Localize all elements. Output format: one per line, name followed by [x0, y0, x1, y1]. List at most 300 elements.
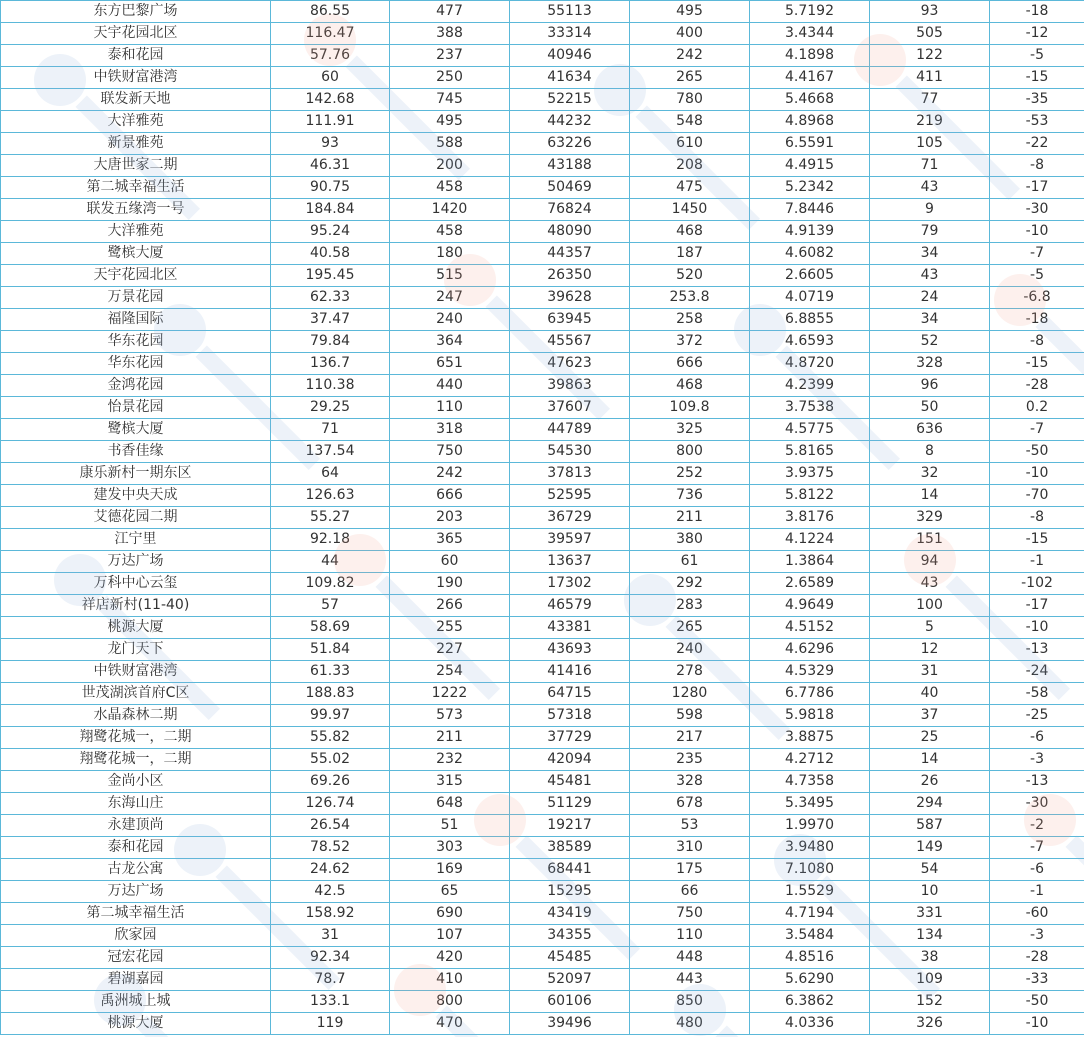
change-cell: -15 [990, 353, 1084, 375]
total-price-cell: 190 [390, 573, 510, 595]
count-cell: 43 [870, 265, 990, 287]
ratio-cell: 4.2399 [750, 375, 870, 397]
list-price-cell: 109.8 [630, 397, 750, 419]
change-cell: -7 [990, 243, 1084, 265]
area-cell: 188.83 [271, 683, 390, 705]
table-row [1, 463, 1084, 485]
ratio-cell: 4.7194 [750, 903, 870, 925]
ratio-cell: 4.6593 [750, 331, 870, 353]
ratio-cell: 4.9139 [750, 221, 870, 243]
ratio-cell: 3.8176 [750, 507, 870, 529]
ratio-cell: 1.9970 [750, 815, 870, 837]
area-cell: 110.38 [271, 375, 390, 397]
area-cell: 195.45 [271, 265, 390, 287]
ratio-cell: 4.6082 [750, 243, 870, 265]
ratio-cell: 3.4344 [750, 23, 870, 45]
change-cell: -24 [990, 661, 1084, 683]
total-price-cell: 750 [390, 441, 510, 463]
table-row [1, 815, 1084, 837]
total-price-cell: 211 [390, 727, 510, 749]
change-cell: -18 [990, 309, 1084, 331]
table-row [1, 67, 1084, 89]
community-name-cell: 新景雅苑 [1, 133, 271, 155]
unit-price-cell: 44232 [510, 111, 630, 133]
unit-price-cell: 76824 [510, 199, 630, 221]
area-cell: 119 [271, 1013, 390, 1035]
list-price-cell: 253.8 [630, 287, 750, 309]
table-row [1, 1, 1084, 23]
unit-price-cell: 63226 [510, 133, 630, 155]
ratio-cell: 3.9480 [750, 837, 870, 859]
total-price-cell: 690 [390, 903, 510, 925]
table-row [1, 23, 1084, 45]
area-cell: 137.54 [271, 441, 390, 463]
change-cell: -7 [990, 419, 1084, 441]
table-row [1, 551, 1084, 573]
ratio-cell: 4.8720 [750, 353, 870, 375]
total-price-cell: 107 [390, 925, 510, 947]
change-cell: -2 [990, 815, 1084, 837]
area-cell: 184.84 [271, 199, 390, 221]
list-price-cell: 235 [630, 749, 750, 771]
total-price-cell: 250 [390, 67, 510, 89]
total-price-cell: 470 [390, 1013, 510, 1035]
community-name-cell: 建发中央天成 [1, 485, 271, 507]
community-name-cell: 冠宏花园 [1, 947, 271, 969]
community-name-cell: 万达广场 [1, 881, 271, 903]
count-cell: 8 [870, 441, 990, 463]
change-cell: -10 [990, 617, 1084, 639]
unit-price-cell: 43693 [510, 639, 630, 661]
count-cell: 14 [870, 749, 990, 771]
community-name-cell: 万科中心云玺 [1, 573, 271, 595]
table-row [1, 529, 1084, 551]
table-row [1, 925, 1084, 947]
area-cell: 133.1 [271, 991, 390, 1013]
ratio-cell: 6.5591 [750, 133, 870, 155]
count-cell: 24 [870, 287, 990, 309]
community-name-cell: 金鸿花园 [1, 375, 271, 397]
ratio-cell: 2.6605 [750, 265, 870, 287]
change-cell: -15 [990, 67, 1084, 89]
change-cell: -8 [990, 507, 1084, 529]
count-cell: 109 [870, 969, 990, 991]
community-name-cell: 鹭槟大厦 [1, 243, 271, 265]
ratio-cell: 1.3864 [750, 551, 870, 573]
total-price-cell: 227 [390, 639, 510, 661]
list-price-cell: 325 [630, 419, 750, 441]
table-row [1, 595, 1084, 617]
change-cell: -18 [990, 1, 1084, 23]
count-cell: 43 [870, 573, 990, 595]
community-name-cell: 大洋雅苑 [1, 221, 271, 243]
community-name-cell: 大洋雅苑 [1, 111, 271, 133]
unit-price-cell: 57318 [510, 705, 630, 727]
table-row [1, 133, 1084, 155]
list-price-cell: 110 [630, 925, 750, 947]
area-cell: 111.91 [271, 111, 390, 133]
area-cell: 57.76 [271, 45, 390, 67]
community-name-cell: 大唐世家二期 [1, 155, 271, 177]
unit-price-cell: 37729 [510, 727, 630, 749]
count-cell: 54 [870, 859, 990, 881]
count-cell: 25 [870, 727, 990, 749]
table-row [1, 89, 1084, 111]
change-cell: -12 [990, 23, 1084, 45]
count-cell: 38 [870, 947, 990, 969]
list-price-cell: 265 [630, 617, 750, 639]
ratio-cell: 6.3862 [750, 991, 870, 1013]
community-name-cell: 欣家园 [1, 925, 271, 947]
ratio-cell: 5.3495 [750, 793, 870, 815]
list-price-cell: 66 [630, 881, 750, 903]
ratio-cell: 5.6290 [750, 969, 870, 991]
table-row [1, 969, 1084, 991]
change-cell: -102 [990, 573, 1084, 595]
change-cell: -13 [990, 771, 1084, 793]
community-name-cell: 古龙公寓 [1, 859, 271, 881]
list-price-cell: 258 [630, 309, 750, 331]
total-price-cell: 364 [390, 331, 510, 353]
ratio-cell: 5.2342 [750, 177, 870, 199]
community-name-cell: 碧湖嘉园 [1, 969, 271, 991]
change-cell: -8 [990, 331, 1084, 353]
list-price-cell: 610 [630, 133, 750, 155]
table-row [1, 727, 1084, 749]
area-cell: 51.84 [271, 639, 390, 661]
unit-price-cell: 40946 [510, 45, 630, 67]
list-price-cell: 328 [630, 771, 750, 793]
list-price-cell: 211 [630, 507, 750, 529]
community-name-cell: 天宇花园北区 [1, 265, 271, 287]
list-price-cell: 53 [630, 815, 750, 837]
table-row [1, 45, 1084, 67]
list-price-cell: 495 [630, 1, 750, 23]
table-row [1, 837, 1084, 859]
table-row [1, 221, 1084, 243]
list-price-cell: 800 [630, 441, 750, 463]
total-price-cell: 303 [390, 837, 510, 859]
table-row [1, 617, 1084, 639]
list-price-cell: 242 [630, 45, 750, 67]
ratio-cell: 4.0719 [750, 287, 870, 309]
total-price-cell: 666 [390, 485, 510, 507]
count-cell: 219 [870, 111, 990, 133]
total-price-cell: 255 [390, 617, 510, 639]
list-price-cell: 468 [630, 221, 750, 243]
total-price-cell: 515 [390, 265, 510, 287]
unit-price-cell: 39496 [510, 1013, 630, 1035]
total-price-cell: 1222 [390, 683, 510, 705]
unit-price-cell: 43381 [510, 617, 630, 639]
ratio-cell: 4.5329 [750, 661, 870, 683]
count-cell: 34 [870, 243, 990, 265]
unit-price-cell: 63945 [510, 309, 630, 331]
list-price-cell: 208 [630, 155, 750, 177]
table-row [1, 705, 1084, 727]
list-price-cell: 187 [630, 243, 750, 265]
unit-price-cell: 45481 [510, 771, 630, 793]
community-name-cell: 艾德花园二期 [1, 507, 271, 529]
list-price-cell: 736 [630, 485, 750, 507]
table-row [1, 287, 1084, 309]
table-row [1, 1013, 1084, 1035]
area-cell: 69.26 [271, 771, 390, 793]
unit-price-cell: 43419 [510, 903, 630, 925]
list-price-cell: 400 [630, 23, 750, 45]
total-price-cell: 247 [390, 287, 510, 309]
count-cell: 9 [870, 199, 990, 221]
unit-price-cell: 46579 [510, 595, 630, 617]
unit-price-cell: 64715 [510, 683, 630, 705]
table-row [1, 397, 1084, 419]
table-row [1, 947, 1084, 969]
ratio-cell: 4.8516 [750, 947, 870, 969]
unit-price-cell: 44357 [510, 243, 630, 265]
change-cell: -53 [990, 111, 1084, 133]
count-cell: 122 [870, 45, 990, 67]
change-cell: -17 [990, 177, 1084, 199]
change-cell: -8 [990, 155, 1084, 177]
unit-price-cell: 52595 [510, 485, 630, 507]
unit-price-cell: 37813 [510, 463, 630, 485]
total-price-cell: 240 [390, 309, 510, 331]
unit-price-cell: 34355 [510, 925, 630, 947]
area-cell: 44 [271, 551, 390, 573]
community-name-cell: 世茂湖滨首府C区 [1, 683, 271, 705]
table-row [1, 991, 1084, 1013]
community-name-cell: 翔鹭花城一，二期 [1, 727, 271, 749]
community-name-cell: 翔鹭花城一，二期 [1, 749, 271, 771]
change-cell: -17 [990, 595, 1084, 617]
table-row [1, 375, 1084, 397]
ratio-cell: 3.5484 [750, 925, 870, 947]
ratio-cell: 4.4167 [750, 67, 870, 89]
unit-price-cell: 45485 [510, 947, 630, 969]
change-cell: -10 [990, 463, 1084, 485]
count-cell: 37 [870, 705, 990, 727]
community-name-cell: 万达广场 [1, 551, 271, 573]
list-price-cell: 278 [630, 661, 750, 683]
total-price-cell: 169 [390, 859, 510, 881]
community-name-cell: 华东花园 [1, 331, 271, 353]
count-cell: 71 [870, 155, 990, 177]
change-cell: -28 [990, 375, 1084, 397]
unit-price-cell: 52215 [510, 89, 630, 111]
list-price-cell: 175 [630, 859, 750, 881]
community-name-cell: 桃源大厦 [1, 1013, 271, 1035]
table-row [1, 573, 1084, 595]
ratio-cell: 7.1080 [750, 859, 870, 881]
area-cell: 64 [271, 463, 390, 485]
count-cell: 40 [870, 683, 990, 705]
community-name-cell: 东方巴黎广场 [1, 1, 271, 23]
change-cell: -28 [990, 947, 1084, 969]
total-price-cell: 318 [390, 419, 510, 441]
list-price-cell: 1280 [630, 683, 750, 705]
community-name-cell: 天宇花园北区 [1, 23, 271, 45]
area-cell: 142.68 [271, 89, 390, 111]
count-cell: 94 [870, 551, 990, 573]
table-row [1, 859, 1084, 881]
ratio-cell: 4.1898 [750, 45, 870, 67]
unit-price-cell: 52097 [510, 969, 630, 991]
table-row [1, 331, 1084, 353]
area-cell: 31 [271, 925, 390, 947]
count-cell: 636 [870, 419, 990, 441]
ratio-cell: 4.9649 [750, 595, 870, 617]
change-cell: -33 [990, 969, 1084, 991]
community-name-cell: 第二城幸福生活 [1, 903, 271, 925]
total-price-cell: 651 [390, 353, 510, 375]
total-price-cell: 266 [390, 595, 510, 617]
list-price-cell: 283 [630, 595, 750, 617]
community-name-cell: 禹洲城上城 [1, 991, 271, 1013]
count-cell: 31 [870, 661, 990, 683]
area-cell: 60 [271, 67, 390, 89]
community-name-cell: 桃源大厦 [1, 617, 271, 639]
area-cell: 90.75 [271, 177, 390, 199]
list-price-cell: 548 [630, 111, 750, 133]
change-cell: -3 [990, 925, 1084, 947]
list-price-cell: 678 [630, 793, 750, 815]
area-cell: 29.25 [271, 397, 390, 419]
unit-price-cell: 39863 [510, 375, 630, 397]
change-cell: -70 [990, 485, 1084, 507]
unit-price-cell: 39597 [510, 529, 630, 551]
unit-price-cell: 13637 [510, 551, 630, 573]
list-price-cell: 520 [630, 265, 750, 287]
count-cell: 587 [870, 815, 990, 837]
count-cell: 43 [870, 177, 990, 199]
area-cell: 126.63 [271, 485, 390, 507]
unit-price-cell: 19217 [510, 815, 630, 837]
count-cell: 26 [870, 771, 990, 793]
area-cell: 61.33 [271, 661, 390, 683]
change-cell: -1 [990, 551, 1084, 573]
table-row [1, 265, 1084, 287]
unit-price-cell: 33314 [510, 23, 630, 45]
total-price-cell: 410 [390, 969, 510, 991]
change-cell: -22 [990, 133, 1084, 155]
table-row [1, 419, 1084, 441]
change-cell: -7 [990, 837, 1084, 859]
ratio-cell: 4.1224 [750, 529, 870, 551]
count-cell: 5 [870, 617, 990, 639]
total-price-cell: 420 [390, 947, 510, 969]
area-cell: 92.18 [271, 529, 390, 551]
total-price-cell: 458 [390, 177, 510, 199]
total-price-cell: 745 [390, 89, 510, 111]
ratio-cell: 3.7538 [750, 397, 870, 419]
community-name-cell: 龙门天下 [1, 639, 271, 661]
table-body [1, 1, 1084, 1035]
unit-price-cell: 68441 [510, 859, 630, 881]
area-cell: 158.92 [271, 903, 390, 925]
area-cell: 62.33 [271, 287, 390, 309]
table-row [1, 111, 1084, 133]
table-row [1, 683, 1084, 705]
change-cell: -60 [990, 903, 1084, 925]
count-cell: 134 [870, 925, 990, 947]
change-cell: -13 [990, 639, 1084, 661]
total-price-cell: 440 [390, 375, 510, 397]
change-cell: -50 [990, 441, 1084, 463]
total-price-cell: 458 [390, 221, 510, 243]
unit-price-cell: 48090 [510, 221, 630, 243]
total-price-cell: 388 [390, 23, 510, 45]
total-price-cell: 800 [390, 991, 510, 1013]
count-cell: 77 [870, 89, 990, 111]
change-cell: -5 [990, 45, 1084, 67]
community-name-cell: 泰和花园 [1, 45, 271, 67]
change-cell: -6 [990, 859, 1084, 881]
list-price-cell: 292 [630, 573, 750, 595]
total-price-cell: 495 [390, 111, 510, 133]
change-cell: -5 [990, 265, 1084, 287]
ratio-cell: 3.8875 [750, 727, 870, 749]
table-row [1, 243, 1084, 265]
count-cell: 294 [870, 793, 990, 815]
change-cell: -30 [990, 199, 1084, 221]
ratio-cell: 6.7786 [750, 683, 870, 705]
area-cell: 78.7 [271, 969, 390, 991]
community-name-cell: 第二城幸福生活 [1, 177, 271, 199]
list-price-cell: 443 [630, 969, 750, 991]
change-cell: -50 [990, 991, 1084, 1013]
count-cell: 100 [870, 595, 990, 617]
count-cell: 149 [870, 837, 990, 859]
ratio-cell: 4.4915 [750, 155, 870, 177]
unit-price-cell: 15295 [510, 881, 630, 903]
unit-price-cell: 41416 [510, 661, 630, 683]
community-name-cell: 联发五缘湾一号 [1, 199, 271, 221]
total-price-cell: 588 [390, 133, 510, 155]
unit-price-cell: 36729 [510, 507, 630, 529]
unit-price-cell: 47623 [510, 353, 630, 375]
table-row [1, 309, 1084, 331]
ratio-cell: 4.2712 [750, 749, 870, 771]
area-cell: 126.74 [271, 793, 390, 815]
count-cell: 34 [870, 309, 990, 331]
area-cell: 116.47 [271, 23, 390, 45]
ratio-cell: 2.6589 [750, 573, 870, 595]
list-price-cell: 480 [630, 1013, 750, 1035]
list-price-cell: 1450 [630, 199, 750, 221]
list-price-cell: 475 [630, 177, 750, 199]
count-cell: 96 [870, 375, 990, 397]
area-cell: 58.69 [271, 617, 390, 639]
total-price-cell: 232 [390, 749, 510, 771]
community-name-cell: 永建顶尚 [1, 815, 271, 837]
unit-price-cell: 37607 [510, 397, 630, 419]
community-name-cell: 泰和花园 [1, 837, 271, 859]
change-cell: -15 [990, 529, 1084, 551]
unit-price-cell: 54530 [510, 441, 630, 463]
area-cell: 26.54 [271, 815, 390, 837]
list-price-cell: 448 [630, 947, 750, 969]
table-row [1, 177, 1084, 199]
ratio-cell: 4.6296 [750, 639, 870, 661]
list-price-cell: 598 [630, 705, 750, 727]
community-name-cell: 华东花园 [1, 353, 271, 375]
community-name-cell: 福隆国际 [1, 309, 271, 331]
list-price-cell: 468 [630, 375, 750, 397]
total-price-cell: 573 [390, 705, 510, 727]
area-cell: 55.02 [271, 749, 390, 771]
ratio-cell: 5.4668 [750, 89, 870, 111]
ratio-cell: 6.8855 [750, 309, 870, 331]
